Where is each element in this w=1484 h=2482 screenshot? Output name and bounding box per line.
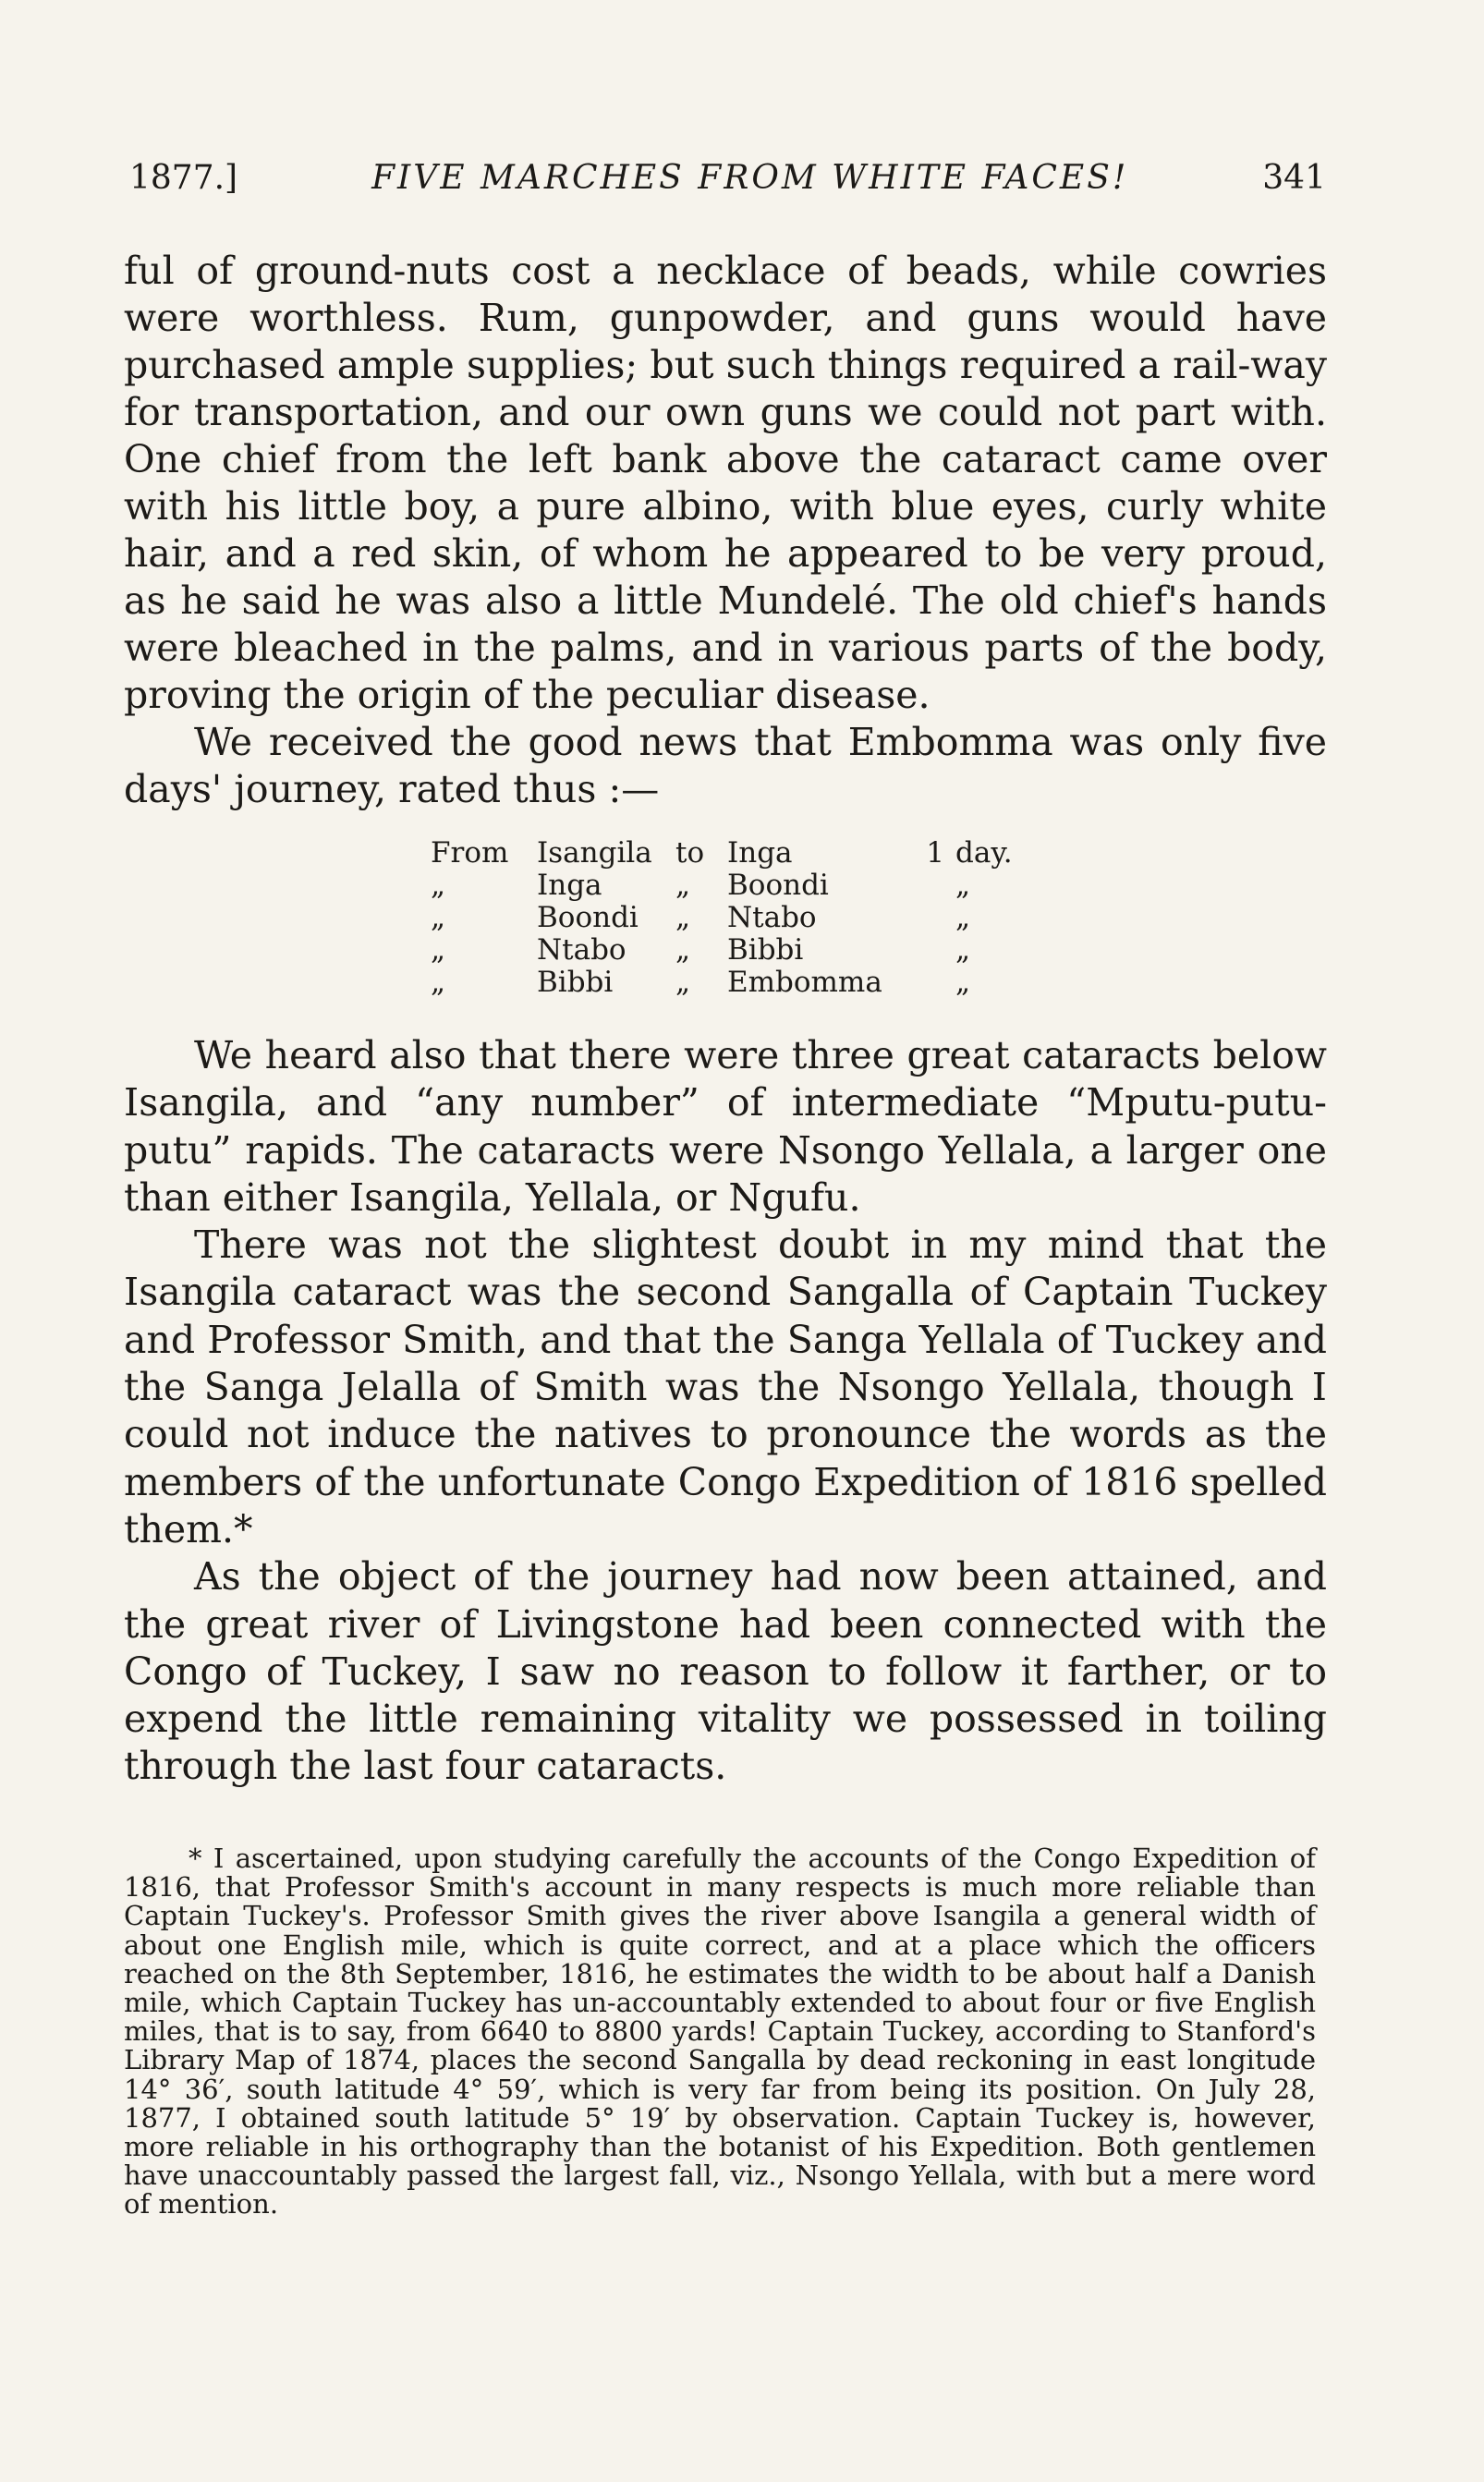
route-unit-cell: „: [955, 901, 971, 934]
paragraph: There was not the slightest doubt in my mind that the Isangila cataract was the second Sangalla of Captain Tuckey and Professor Smith, and that the Sanga Yellala of Tuckey and the Sanga Jelalla of Smith was the Nsongo Yellala, though I could not induce the natives to pronounce the words as the members of the unfortunate Congo Expedition of 1816 spelled them.*: [124, 1223, 1327, 1551]
table-row: [431, 870, 1020, 902]
route-days-cell: 1: [926, 836, 944, 870]
route-end-cell: Bibbi: [727, 933, 804, 967]
paragraph: ful of ground-nuts cost a necklace of beads, while cowries were worthless. Rum, gunpowder, and guns would have purchased ample supplies; but such things required a rail-way for transportation, and our own guns we could not part with. One chief from the left bank above the cataract came over with his little boy, a pure albino, with blue eyes, curly white hair, and a red skin, of whom he appeared to be very proud, as he said he was also a little Mundelé. The old chief's hands were bleached in the palms, and in various parts of the body, proving the origin of the peculiar disease.: [124, 249, 1327, 717]
body-text-bottom: [124, 1032, 1327, 1791]
route-days-cell: [917, 967, 955, 999]
route-to-cell: „: [675, 933, 691, 967]
route-unit-cell: „: [955, 933, 971, 967]
route-days-cell: [917, 870, 955, 902]
running-header: [129, 159, 1326, 197]
route-table: [431, 837, 1020, 999]
route-unit-cell: day.: [955, 836, 1013, 870]
page-number: 341: [1262, 159, 1326, 197]
route-from-cell: „: [431, 933, 446, 967]
route-to-cell: „: [675, 869, 691, 902]
route-start-cell: Ntabo: [537, 933, 626, 967]
route-start-cell: Bibbi: [537, 966, 614, 999]
route-unit-cell: „: [955, 966, 971, 999]
body-text-top: [124, 248, 1327, 813]
table-row: [431, 967, 1020, 999]
table-row: [431, 934, 1020, 967]
header-year: 1877.]: [129, 159, 238, 197]
table-row: [431, 837, 1020, 870]
table-row: [431, 902, 1020, 934]
route-to-cell: „: [675, 901, 691, 934]
footnote: * I ascertained, upon studying carefully the accounts of the Congo Expedition of 1816, that Professor Smith's account in many respects is much more reliable than Captain Tuckey's. Professor Smith gives the river above Isangila a general width of about one English mile, which is quite correct, and at a place which the officers reached on the 8th September, 1816, he estimates the width to be about half a Danish mile, which Captain Tuckey has un-accountably extended to about four or five English miles, that is to say, from 6640 to 8800 yards! Captain Tuckey, according to Stanford's Library Map of 1874, places the second Sangalla by dead reckoning in east longitude 14° 36′, south latitude 4° 59′, which is very far from being its position. On July 28, 1877, I obtained south latitude 5° 19′ by observation. Captain Tuckey is, however, more reliable in his orthography than the botanist of his Expedition. Both gentlemen have unaccountably passed the largest fall, viz., Nsongo Yellala, with but a mere word of mention.: [124, 1843, 1316, 2220]
paragraph: We received the good news that Embomma was only five days' journey, rated thus :—: [124, 720, 1327, 811]
route-end-cell: Embomma: [727, 966, 882, 999]
route-from-cell: „: [431, 966, 446, 999]
paragraph: We heard also that there were three great cataracts below Isangila, and “any number” of intermediate “Mputu-putu-putu” rapids. The cataracts were Nsongo Yellala, a larger one than either Isangila, Yellala, or Ngufu.: [124, 1033, 1327, 1220]
route-start-cell: Isangila: [537, 836, 652, 870]
route-days-cell: [917, 902, 955, 934]
route-from-cell: From: [431, 836, 509, 870]
route-to-cell: „: [675, 966, 691, 999]
route-end-cell: Inga: [727, 836, 793, 870]
route-start-cell: Inga: [537, 869, 602, 902]
route-days-cell: [917, 934, 955, 967]
route-end-cell: Ntabo: [727, 901, 817, 934]
route-end-cell: Boondi: [727, 869, 829, 902]
route-from-cell: „: [431, 869, 446, 902]
route-to-cell: to: [675, 836, 705, 870]
route-from-cell: „: [431, 901, 446, 934]
paragraph: As the object of the journey had now been attained, and the great river of Livingstone had been connected with the Congo of Tuckey, I saw no reason to follow it farther, or to expend the little remaining vitality we possessed in toiling through the last four cataracts.: [124, 1554, 1327, 1789]
route-start-cell: Boondi: [537, 901, 639, 934]
route-unit-cell: „: [955, 869, 971, 902]
header-title: FIVE MARCHES FROM WHITE FACES!: [371, 159, 1129, 197]
